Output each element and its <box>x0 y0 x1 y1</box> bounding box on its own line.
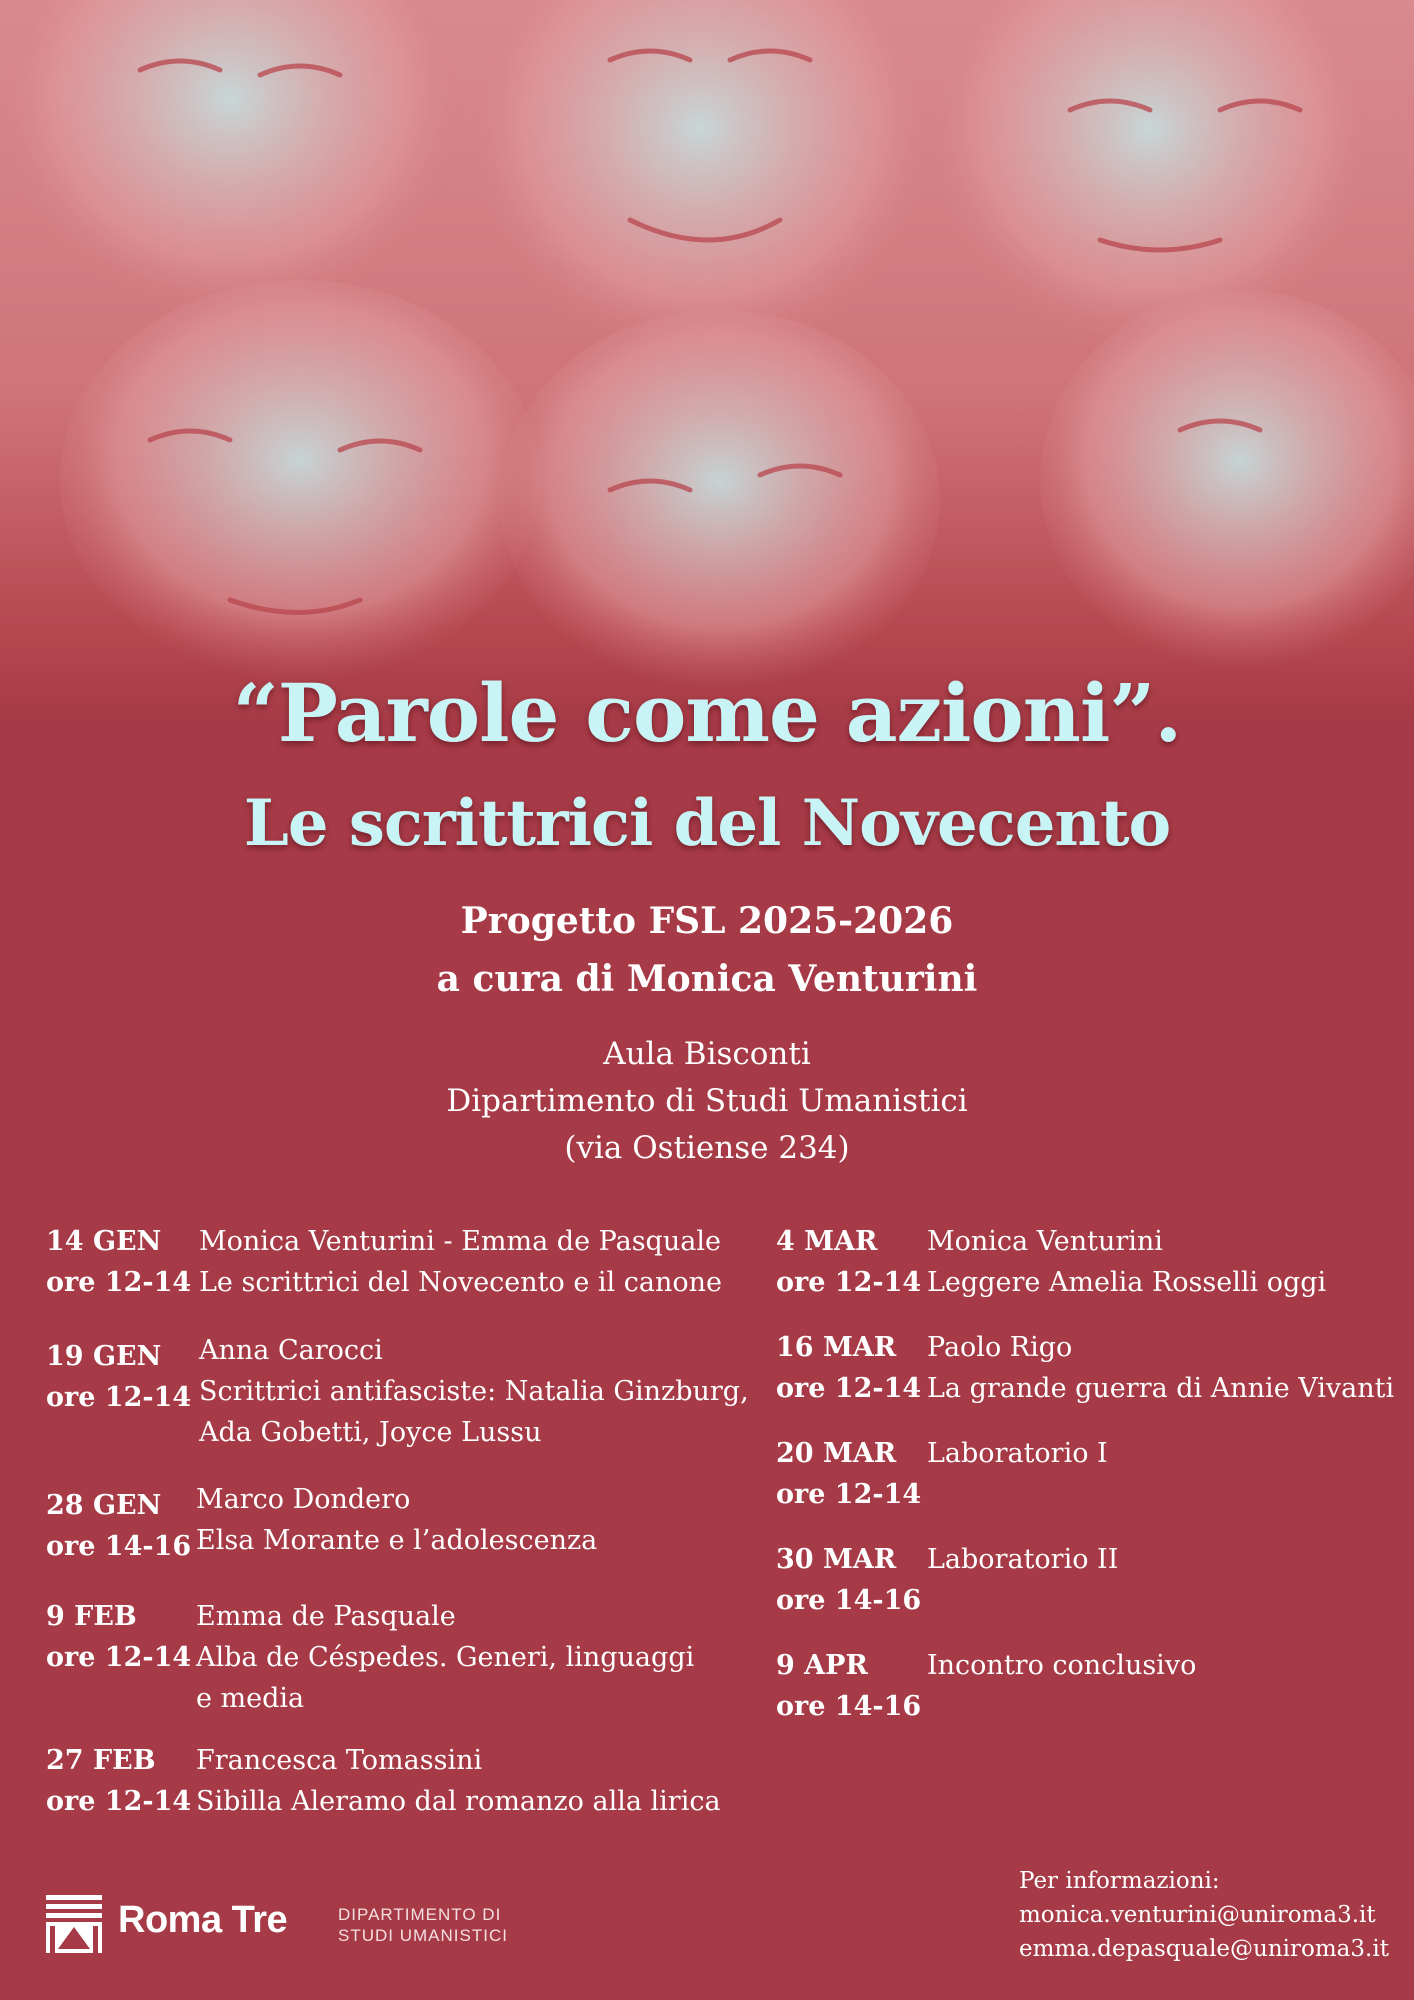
contact-info <box>1019 1864 1389 1966</box>
event-line: Laboratorio I <box>927 1438 1108 1469</box>
event-time: ore 14-16 <box>776 1585 922 1616</box>
venue-room: Aula Bisconti <box>603 1036 811 1072</box>
event-line: Monica Venturini - Emma de Pasquale <box>199 1226 721 1257</box>
event-line: Anna Carocci <box>199 1335 383 1366</box>
department-label-line1: DIPARTIMENTO DI <box>338 1905 502 1924</box>
event-time: ore 12-14 <box>776 1479 922 1510</box>
event-line: Emma de Pasquale <box>196 1601 456 1632</box>
project-name: Progetto FSL 2025-2026 <box>460 900 954 942</box>
event-time: ore 12-14 <box>776 1267 922 1298</box>
curator: a cura di Monica Venturini <box>436 958 978 1000</box>
event-line: Ada Gobetti, Joyce Lussu <box>199 1417 542 1448</box>
department-label-line2: STUDI UMANISTICI <box>338 1926 508 1945</box>
event-date: 4 MAR <box>776 1226 878 1257</box>
event-line: La grande guerra di Annie Vivanti <box>927 1373 1395 1404</box>
poster-subtitle: Le scrittrici del Novecento <box>243 786 1171 861</box>
event-date: 27 FEB <box>46 1745 156 1776</box>
event-time: ore 12-14 <box>46 1382 192 1413</box>
event-line: Scrittrici antifasciste: Natalia Ginzburg, <box>199 1376 749 1407</box>
event-line: Elsa Morante e l’adolescenza <box>196 1525 598 1556</box>
venue-address: (via Ostiense 234) <box>564 1130 850 1166</box>
event-line: Le scrittrici del Novecento e il canone <box>199 1267 723 1298</box>
portraits-illustration <box>0 0 1414 720</box>
poster-title: “Parole come azioni”. <box>232 666 1182 760</box>
event-time: ore 12-14 <box>46 1642 192 1673</box>
event-line: Leggere Amelia Rosselli oggi <box>927 1267 1327 1298</box>
event-line: Monica Venturini <box>927 1226 1163 1257</box>
event-date: 20 MAR <box>776 1438 897 1469</box>
email-link[interactable]: emma.depasquale@uniroma3.it <box>1019 1936 1389 1962</box>
event-line: Alba de Céspedes. Generi, linguaggi <box>196 1642 695 1673</box>
event-date: 9 FEB <box>46 1601 137 1632</box>
event-time: ore 14-16 <box>776 1691 922 1722</box>
event-time: ore 12-14 <box>776 1373 922 1404</box>
event-line: Marco Dondero <box>196 1484 411 1515</box>
roma-tre-mark-icon <box>46 1895 102 1953</box>
event-time: ore 12-14 <box>46 1786 192 1817</box>
event-date: 16 MAR <box>776 1332 897 1363</box>
event-date: 30 MAR <box>776 1544 897 1575</box>
event-line: Francesca Tomassini <box>196 1745 483 1776</box>
university-name: Roma Tre <box>118 1899 288 1941</box>
event-line: Sibilla Aleramo dal romanzo alla lirica <box>196 1786 721 1817</box>
event-date: 9 APR <box>776 1650 868 1681</box>
email-link[interactable]: monica.venturini@uniroma3.it <box>1019 1902 1376 1928</box>
event-date: 28 GEN <box>46 1490 162 1521</box>
event-date: 19 GEN <box>46 1341 162 1372</box>
event-time: ore 14-16 <box>46 1531 192 1562</box>
event-line: Laboratorio II <box>927 1544 1119 1575</box>
event-date: 14 GEN <box>46 1226 162 1257</box>
event-time: ore 12-14 <box>46 1267 192 1298</box>
info-label: Per informazioni: <box>1019 1868 1220 1894</box>
event-line: e media <box>196 1683 305 1714</box>
event-line: Paolo Rigo <box>927 1332 1073 1363</box>
event-line: Incontro conclusivo <box>927 1650 1197 1681</box>
header-photo-collage <box>0 0 1414 720</box>
venue-department: Dipartimento di Studi Umanistici <box>446 1083 968 1119</box>
